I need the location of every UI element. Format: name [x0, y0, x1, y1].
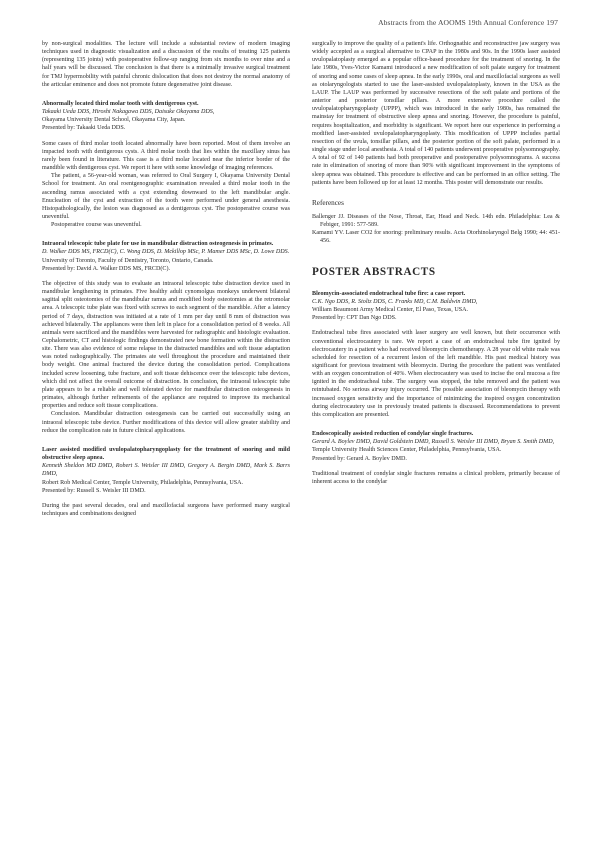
section-heading: POSTER ABSTRACTS	[312, 265, 436, 278]
abstract-title: Abnormally located third molar tooth with dentigerous cyst.	[42, 100, 199, 107]
poster-paragraph: Traditional treatment of condylar single fractures remains a clinical problem, primarily because of inherent access to the condylar	[312, 470, 560, 485]
references-heading: References	[312, 198, 344, 207]
poster-affiliation: William Beaumont Army Medical Center, El Paso, Texas, USA.	[312, 307, 469, 314]
poster-title: Bleomycin-associated endotracheal tube fire: a case report.	[312, 290, 466, 297]
poster-authors: C.K. Ngo DDS, R. Stoltz DDS, C. Franks MD, C.M. Baldwin DMD,	[312, 298, 478, 305]
intro-paragraph: by non-surgical modalities. The lecture will include a substantial review of modern imaging techniques used in diagnostic visualization and a discussion of the results of treating 125 patients (representing 135 joints) with postoperative follow-up ranging from six months to over nine and a half years will be discussed. The conclusion is that there is a minimally invasive surgical treatment for TMJ hypermobility with painful chronic dislocation that does not destroy the normal anatomy of the articular eminence and does not promote future degenerative joint disease.	[42, 41, 290, 88]
abstract-presenter: Presented by: Russell S. Weisler III DMD.	[42, 487, 146, 494]
abstract-authors: D. Walker DDS MS, FRCD(C), C. Wong DDS, D. Mckillop MSc, P. Mamer DDS MSc, D. Lowe DDS.	[42, 249, 290, 256]
abstract-paragraph: The patient, a 56-year-old woman, was referred to Oral Surgery I, Okayama University Dental School for treatment. An oral roentgenographic examination revealed a third molar tooth in the ascending ramus associated with a cyst extending downward to the left mandibular angle. Enucleation of the cyst and extraction of the tooth were performed under general anesthesia. Histopathologically, the lesion was diagnosed as a dentigerous cyst. The postoperative course was uneventful.	[42, 173, 290, 220]
abstract-affiliation: Okayama University Dental School, Okayama City, Japan.	[42, 117, 186, 124]
reference-item: Kamami YV. Laser CO2 for snoring: preliminary results. Acta Otorhinolaryngol Belg 1990; 44: 451-456.	[312, 230, 560, 245]
abstract-authors: Kenneth Sheldon MD DMD, Robert S. Weisler III DMD, Gregory A. Bergin DMD, Mark S. Barrs DMD,	[42, 463, 290, 478]
poster-paragraph: Endotracheal tube fires associated with laser surgery are well known, but their occurrence with conventional electrocautery is rare. We report a case of an endotracheal tube fire ignited by electrocautery in a patient who had received bleomycin chemotherapy. A 28 year old white male was scheduled for resection of a recurrent lesion of the left mandible. His past medical history was significant for previous treatment with bleomycin. During the procedure the patient was ventilated with an oxygen concentration of 40%. When electrocautery was used to incise the oral mucosa a fire ignited in the endotracheal tube. The surgery was stopped, the tube removed and the patient was reintubated. No serious airway injury occurred. The possible association of bleomycin therapy with increased oxygen sensitivity and the importance of minimizing the inspired oxygen concentration during electrocautery use in previously treated patients is discussed. Recommendations to prevent this complication are presented.	[312, 330, 560, 418]
poster-title: Endoscopically assisted reduction of condylar single fractures.	[312, 431, 474, 438]
abstract-paragraph: The objective of this study was to evaluate an intraoral telescopic tube distraction device used in mandibular lengthening in primates. Five healthy adult cynomolgus monkeys underwent bilateral sagittal split osteotomies of the mandibular ramus and modified body osteotomies at the retromolar area. A telescopic tube plate was fixed with screws to each segment of the mandible. After a latency period of 7 days, distraction was initiated at a rate of 1 mm per day until 8 mm of distraction was achieved bilaterally. The appliances were then left in place for a consolidation period of 8 weeks. All animals were sacrificed and the mandibles were harvested for radiographic and histologic evaluation. Cephalometric, CT and histologic findings demonstrated new bone formation within the distraction site. There was also evidence of some relapse in the distracted mandibles and soft tissue adaptation was noted radiographically. The primates ate well throughout the procedure and maintained their body weight. One animal fractured the device during the consolidation period. Complications included screw loosening, tube fracture, and soft tissue dehiscence over the telescopic tube devices, which did not affect the overall outcome of distraction. In conclusion, the intraoral telescopic tube plate appears to be a reliable and well tolerated device for mandibular distraction osteogenesis in primates, although further refinements of the appliance are required to improve its mechanical properties and reduce soft tissue complications.	[42, 280, 290, 410]
poster-presenter: Presented by: CPT Dan Ngo DDS.	[312, 315, 397, 322]
reference-item: Ballenger JJ. Diseases of the Nose, Throat, Ear, Head and Neck. 14th edn. Philadelphia: Lea & Febiger, 1991: 577-589.	[312, 213, 560, 229]
abstract-paragraph: Conclusion. Mandibular distraction osteogenesis can be carried out successfully using an intraoral telescopic tube device. Further modifications of this device will allow greater stability and reduce the complication rate in future clinical applications.	[42, 411, 290, 434]
poster-presenter: Presented by: Gerard A. Boylev DMD.	[312, 455, 407, 462]
abstract-paragraph: Postoperative course was uneventful.	[51, 222, 142, 229]
abstract-title: Laser assisted modified uvulopalatopharyngoplasty for the treatment of snoring and mild obstructive sleep apnea.	[42, 446, 290, 462]
poster-affiliation: Temple University Health Sciences Center, Philadelphia, Pennsylvania, USA.	[312, 447, 502, 454]
abstract-presenter: Presented by: David A. Walker DDS MS, FRCD(C).	[42, 265, 171, 272]
right-column	[312, 40, 560, 486]
abstract-presenter: Presented by: Takaaki Ueda DDS.	[42, 125, 126, 132]
abstract-paragraph: Some cases of third molar tooth located abnormally have been reported. Most of them involve an impacted tooth with dentigerous cysts. A third molar tooth that lies within the maxillary sinus has rarely been found in literature. This case is a third molar located near the inferior border of the mandible with dentigerous cyst. We report it here with some knowledge of imaging references.	[42, 140, 290, 172]
abstract-authors: Takaaki Ueda DDS, Hiroshi Nakagawa DDS, Daisuke Okayama DDS,	[42, 109, 215, 116]
poster-authors: Gerard A. Boylev DMD, David Goldstein DMD, Russell S. Weisler III DMD, Bryan S. Smith DMD,	[312, 439, 555, 446]
abstract-affiliation: Robert Rob Medical Center, Temple University, Philadelphia, Pennsylvania, USA.	[42, 479, 244, 486]
left-column	[42, 40, 290, 518]
running-header: Abstracts from the AOOMS 19th Annual Conference 197	[378, 18, 558, 27]
abstract-title: Intraoral telescopic tube plate for use in mandibular distraction osteogenesis in primates.	[42, 241, 274, 248]
continuation-paragraph: surgically to improve the quality of a patient's life. Orthognathic and reconstructive jaw surgery was widely accepted as a surgical alternative to CPAP in the 1980s and 90s. In the 1990s laser assisted uvulopalatoplasty emerged as a popular office-based procedure for the treatment of snoring. In the late 1980s, Yves-Victor Kamami introduced a new modification of soft palate surgery for treatment of snoring and some cases of sleep apnea. In the early 1990s, oral and maxillofacial surgeons as well as otolaryngologists started to use the laser-assisted uvulopalatoplasty, known in the USA as the LAUP. The LAUP was performed by successive resections of the soft palate and portions of the anterior and posterior tonsillar pillars. A more extensive procedure called the uvulopalatopharyngoplasty (UPPP), which was introduced in the early 1980s, has remained the mainstay for treatment of obstructive sleep apnea and snoring. However, the procedure is painful, requires hospitalization, and morbidity is significant. We report here our experience in performing a modified laser-assisted uvulopalatopharyngoplasty. This modification of UPPP includes partial resection of the uvula, tonsillar pillars, and the posterior portion of the soft palate, performed in a single stage under local anesthesia. A total of 140 patients underwent preoperative polysomnography. A total of 92 of 140 patients had both preoperative and postoperative polysomnograms. A success rate in elimination of snoring of more than 90% with significant improvement in the symptoms of sleep apnea was obtained. This procedure is effective and can be performed in an office setting. The patients have been followed up for at least 12 months. This poster will demonstrate our results.	[312, 41, 560, 186]
abstract-affiliation: University of Toronto, Faculty of Dentistry, Toronto, Ontario, Canada.	[42, 257, 214, 264]
abstract-paragraph: During the past several decades, oral and maxillofacial surgeons have performed many surgical techniques and combinations designed	[42, 502, 290, 517]
